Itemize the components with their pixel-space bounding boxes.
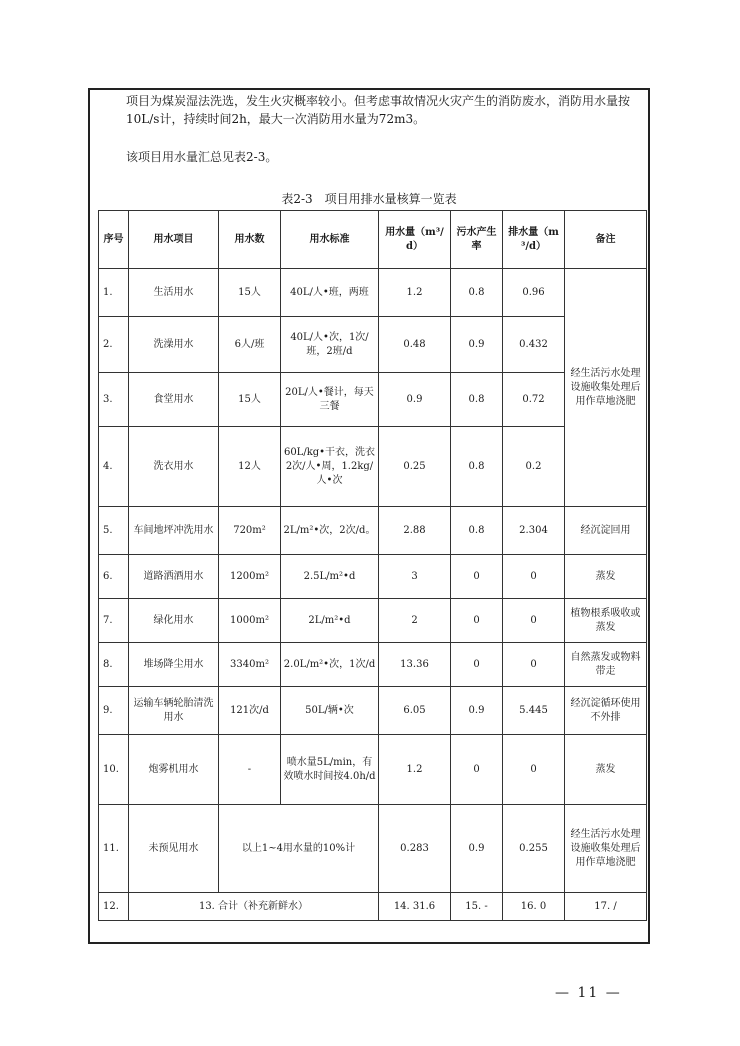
table-row	[99, 507, 647, 555]
water-standard: 60L/kg•干衣，洗衣2次/人•周，1.2kg/人•次	[281, 427, 379, 507]
sewage-rate: 0.9	[451, 317, 503, 373]
intro-summary-line: 该项目用水量汇总见表2-3。	[126, 150, 278, 164]
table-header-row	[99, 211, 647, 269]
table-row	[99, 373, 647, 427]
row-number: 1.	[99, 269, 129, 317]
header-cell: 用水数	[219, 211, 281, 269]
header-cell: 用水项目	[129, 211, 219, 269]
water-use: 1.2	[379, 269, 451, 317]
water-use: 3	[379, 555, 451, 599]
header-cell: 排水量（m³/d）	[503, 211, 565, 269]
water-item: 堆场降尘用水	[129, 643, 219, 687]
water-count: 720m²	[219, 507, 281, 555]
water-use: 0.9	[379, 373, 451, 427]
note: 植物根系吸收或蒸发	[565, 599, 647, 643]
row-number: 7.	[99, 599, 129, 643]
discharge: 2.304	[503, 507, 565, 555]
header-cell: 用水量（m³/d）	[379, 211, 451, 269]
water-use: 13.36	[379, 643, 451, 687]
water-standard: 20L/人•餐计，每天三餐	[281, 373, 379, 427]
table-row	[99, 555, 647, 599]
water-count: 6人/班	[219, 317, 281, 373]
row-number: 9.	[99, 687, 129, 735]
water-item: 生活用水	[129, 269, 219, 317]
note: 自然蒸发或物料带走	[565, 643, 647, 687]
sewage-rate: 0	[451, 555, 503, 599]
note: 经沉淀循环使用不外排	[565, 687, 647, 735]
discharge: 5.445	[503, 687, 565, 735]
sewage-rate: 0	[451, 735, 503, 805]
document-frame	[88, 88, 650, 944]
water-item: 洗衣用水	[129, 427, 219, 507]
table-row	[99, 805, 647, 893]
header-cell: 备注	[565, 211, 647, 269]
row-number: 4.	[99, 427, 129, 507]
total-rate: 15. -	[451, 893, 503, 921]
discharge: 0.72	[503, 373, 565, 427]
note: 蒸发	[565, 555, 647, 599]
discharge: 0.255	[503, 805, 565, 893]
water-count: 1200m²	[219, 555, 281, 599]
sewage-rate: 0.8	[451, 507, 503, 555]
water-use: 2.88	[379, 507, 451, 555]
discharge: 0	[503, 599, 565, 643]
water-use: 0.48	[379, 317, 451, 373]
header-cell: 用水标准	[281, 211, 379, 269]
total-note: 17. /	[565, 893, 647, 921]
water-item: 炮雾机用水	[129, 735, 219, 805]
row-number: 5.	[99, 507, 129, 555]
water-use: 1.2	[379, 735, 451, 805]
water-standard: 喷水量5L/min，有效喷水时间按4.0h/d	[281, 735, 379, 805]
sewage-rate: 0.8	[451, 269, 503, 317]
table-row	[99, 687, 647, 735]
total-discharge: 16. 0	[503, 893, 565, 921]
water-item: 食堂用水	[129, 373, 219, 427]
row-number: 11.	[99, 805, 129, 893]
water-item: 洗澡用水	[129, 317, 219, 373]
water-item: 绿化用水	[129, 599, 219, 643]
discharge: 0	[503, 555, 565, 599]
water-item: 车间地坪冲洗用水	[129, 507, 219, 555]
sewage-rate: 0.8	[451, 373, 503, 427]
water-standard: 2L/m²•d	[281, 599, 379, 643]
row-number: 3.	[99, 373, 129, 427]
row-number: 6.	[99, 555, 129, 599]
sewage-rate: 0.9	[451, 687, 503, 735]
header-cell: 序号	[99, 211, 129, 269]
water-use: 0.25	[379, 427, 451, 507]
total-use: 14. 31.6	[379, 893, 451, 921]
table-row	[99, 735, 647, 805]
note: 经沉淀回用	[565, 507, 647, 555]
sewage-rate: 0	[451, 643, 503, 687]
water-standard: 2.5L/m²•d	[281, 555, 379, 599]
water-count: 15人	[219, 373, 281, 427]
water-standard: 2L/m²•次，2次/d。	[281, 507, 379, 555]
total-label: 13. 合计（补充新鲜水）	[129, 893, 379, 921]
discharge: 0	[503, 735, 565, 805]
water-count: 1000m²	[219, 599, 281, 643]
water-standard: 50L/辆•次	[281, 687, 379, 735]
water-standard: 40L/人•班，两班	[281, 269, 379, 317]
water-use: 0.283	[379, 805, 451, 893]
discharge: 0.432	[503, 317, 565, 373]
water-count: 3340m²	[219, 643, 281, 687]
water-item: 道路洒酒用水	[129, 555, 219, 599]
discharge: 0.2	[503, 427, 565, 507]
water-item: 运输车辆轮胎清洗用水	[129, 687, 219, 735]
note: 经生活污水处理设施收集处理后用作草地浇肥	[565, 805, 647, 893]
row-number: 12.	[99, 893, 129, 921]
table-row	[99, 317, 647, 373]
water-count: -	[219, 735, 281, 805]
note-merged: 经生活污水处理设施收集处理后用作草地浇肥	[565, 269, 647, 507]
water-use: 2	[379, 599, 451, 643]
table-row	[99, 643, 647, 687]
water-item: 未预见用水	[129, 805, 219, 893]
water-use: 6.05	[379, 687, 451, 735]
table-row	[99, 269, 647, 317]
water-standard: 40L/人•次，1次/班，2班/d	[281, 317, 379, 373]
header-cell: 污水产生率	[451, 211, 503, 269]
discharge: 0	[503, 643, 565, 687]
water-count: 15人	[219, 269, 281, 317]
row-number: 8.	[99, 643, 129, 687]
intro-paragraph: 项目为煤炭湿法洗选，发生火灾概率较小。但考虑事故情况火灾产生的消防废水，消防用水量按10L/s计，持续时间2h，最大一次消防用水量为72m3。	[126, 94, 631, 126]
sewage-rate: 0.9	[451, 805, 503, 893]
water-count: 以上1~4用水量的10%计	[219, 805, 379, 893]
row-number: 2.	[99, 317, 129, 373]
row-number: 10.	[99, 735, 129, 805]
note: 蒸发	[565, 735, 647, 805]
water-balance-table	[98, 210, 647, 921]
water-count: 121次/d	[219, 687, 281, 735]
discharge: 0.96	[503, 269, 565, 317]
water-standard: 2.0L/m²•次，1次/d	[281, 643, 379, 687]
sewage-rate: 0.8	[451, 427, 503, 507]
page-number: — 11 —	[555, 985, 622, 1001]
table-row	[99, 427, 647, 507]
table-row	[99, 599, 647, 643]
table-caption: 表2-3 项目用排水量核算一览表	[281, 192, 457, 206]
water-count: 12人	[219, 427, 281, 507]
table-total-row	[99, 893, 647, 921]
sewage-rate: 0	[451, 599, 503, 643]
